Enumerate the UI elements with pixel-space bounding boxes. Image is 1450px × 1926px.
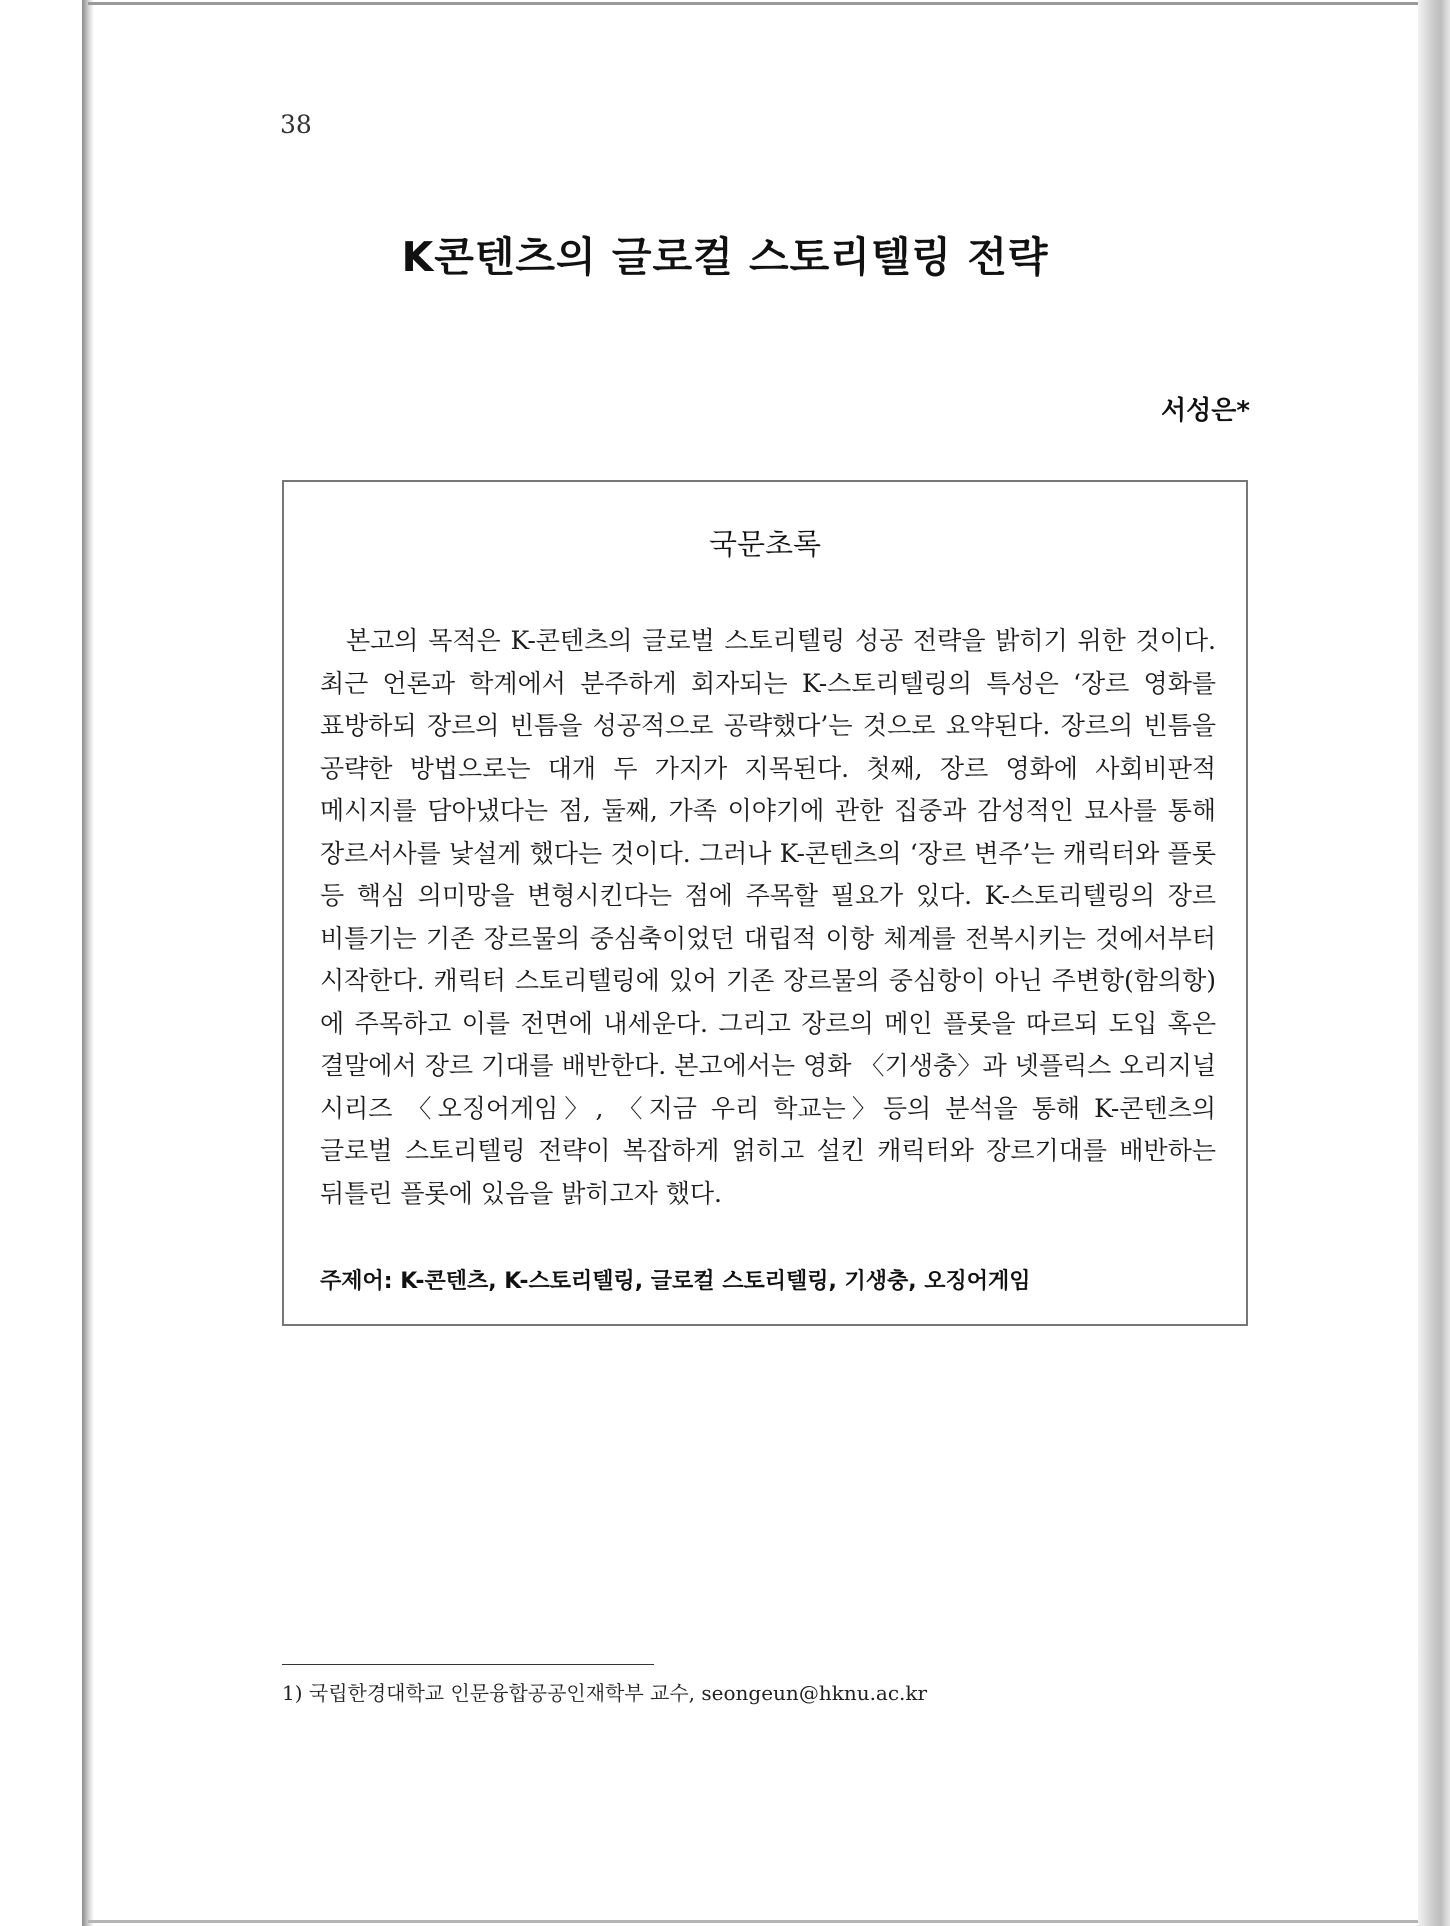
page-number: 38: [280, 110, 312, 139]
page-left-edge: [82, 0, 94, 1926]
article-title: K콘텐츠의 글로컬 스토리텔링 전략: [401, 233, 1049, 281]
abstract-heading: 국문초록: [708, 527, 822, 561]
keywords: 주제어: K-콘텐츠, K-스토리텔링, 글로컬 스토리텔링, 기생충, 오징어게임: [320, 1269, 1031, 1294]
abstract-box: [282, 480, 1248, 1326]
page-top-edge: [88, 2, 1418, 5]
page-right-edge: [1418, 0, 1450, 1926]
abstract-body: 본고의 목적은 K-콘텐츠의 글로벌 스토리텔링 성공 전략을 밝히기 위한 것이다. 최근 언론과 학계에서 분주하게 회자되는 K-스토리텔링의 특성은 ‘장르 영화를 표방하되 장르의 빈틈을 성공적으로 공략했다’는 것으로 요약된다. 장르의 빈틈을 공략한 방법으로는 대개 두 가지가 지목된다. 첫째, 장르 영화에 사회비판적 메시지를 담아냈다는 점, 둘째, 가족 이야기에 관한 집중과 감성적인 묘사를 통해 장르서사를 낯설게 했다는 것이다. 그러나 K-콘텐츠의 ‘장르 변주’는 캐릭터와 플롯 등 핵심 의미망을 변형시킨다는 점에 주목할 필요가 있다. K-스토리텔링의 장르 비틀기는 기존 장르물의 중심축이었던 대립적 이항 체계를 전복시키는 것에서부터 시작한다. 캐릭터 스토리텔링에 있어 기존 장르물의 중심항이 아닌 주변항(함의항)에 주목하고 이를 전면에 내세운다. 그리고 장르의 메인 플롯을 따르되 도입 혹은 결말에서 장르 기대를 배반한다. 본고에서는 영화 〈기생충〉과 넷플릭스 오리지널 시리즈 〈오징어게임〉, 〈지금 우리 학교는〉등의 분석을 통해 K-콘텐츠의 글로벌 스토리텔링 전략이 복잡하게 얽히고 설킨 캐릭터와 장르기대를 배반하는 뒤틀린 플롯에 있음을 밝히고자 했다.: [320, 626, 1216, 1208]
footnote: 1) 국립한경대학교 인문융합공공인재학부 교수, seongeun@hknu.ac.kr: [282, 1681, 928, 1705]
footnote-divider: [282, 1664, 654, 1665]
author-name: 서성은*: [1161, 396, 1250, 426]
page-bottom-edge: [88, 1920, 1418, 1923]
